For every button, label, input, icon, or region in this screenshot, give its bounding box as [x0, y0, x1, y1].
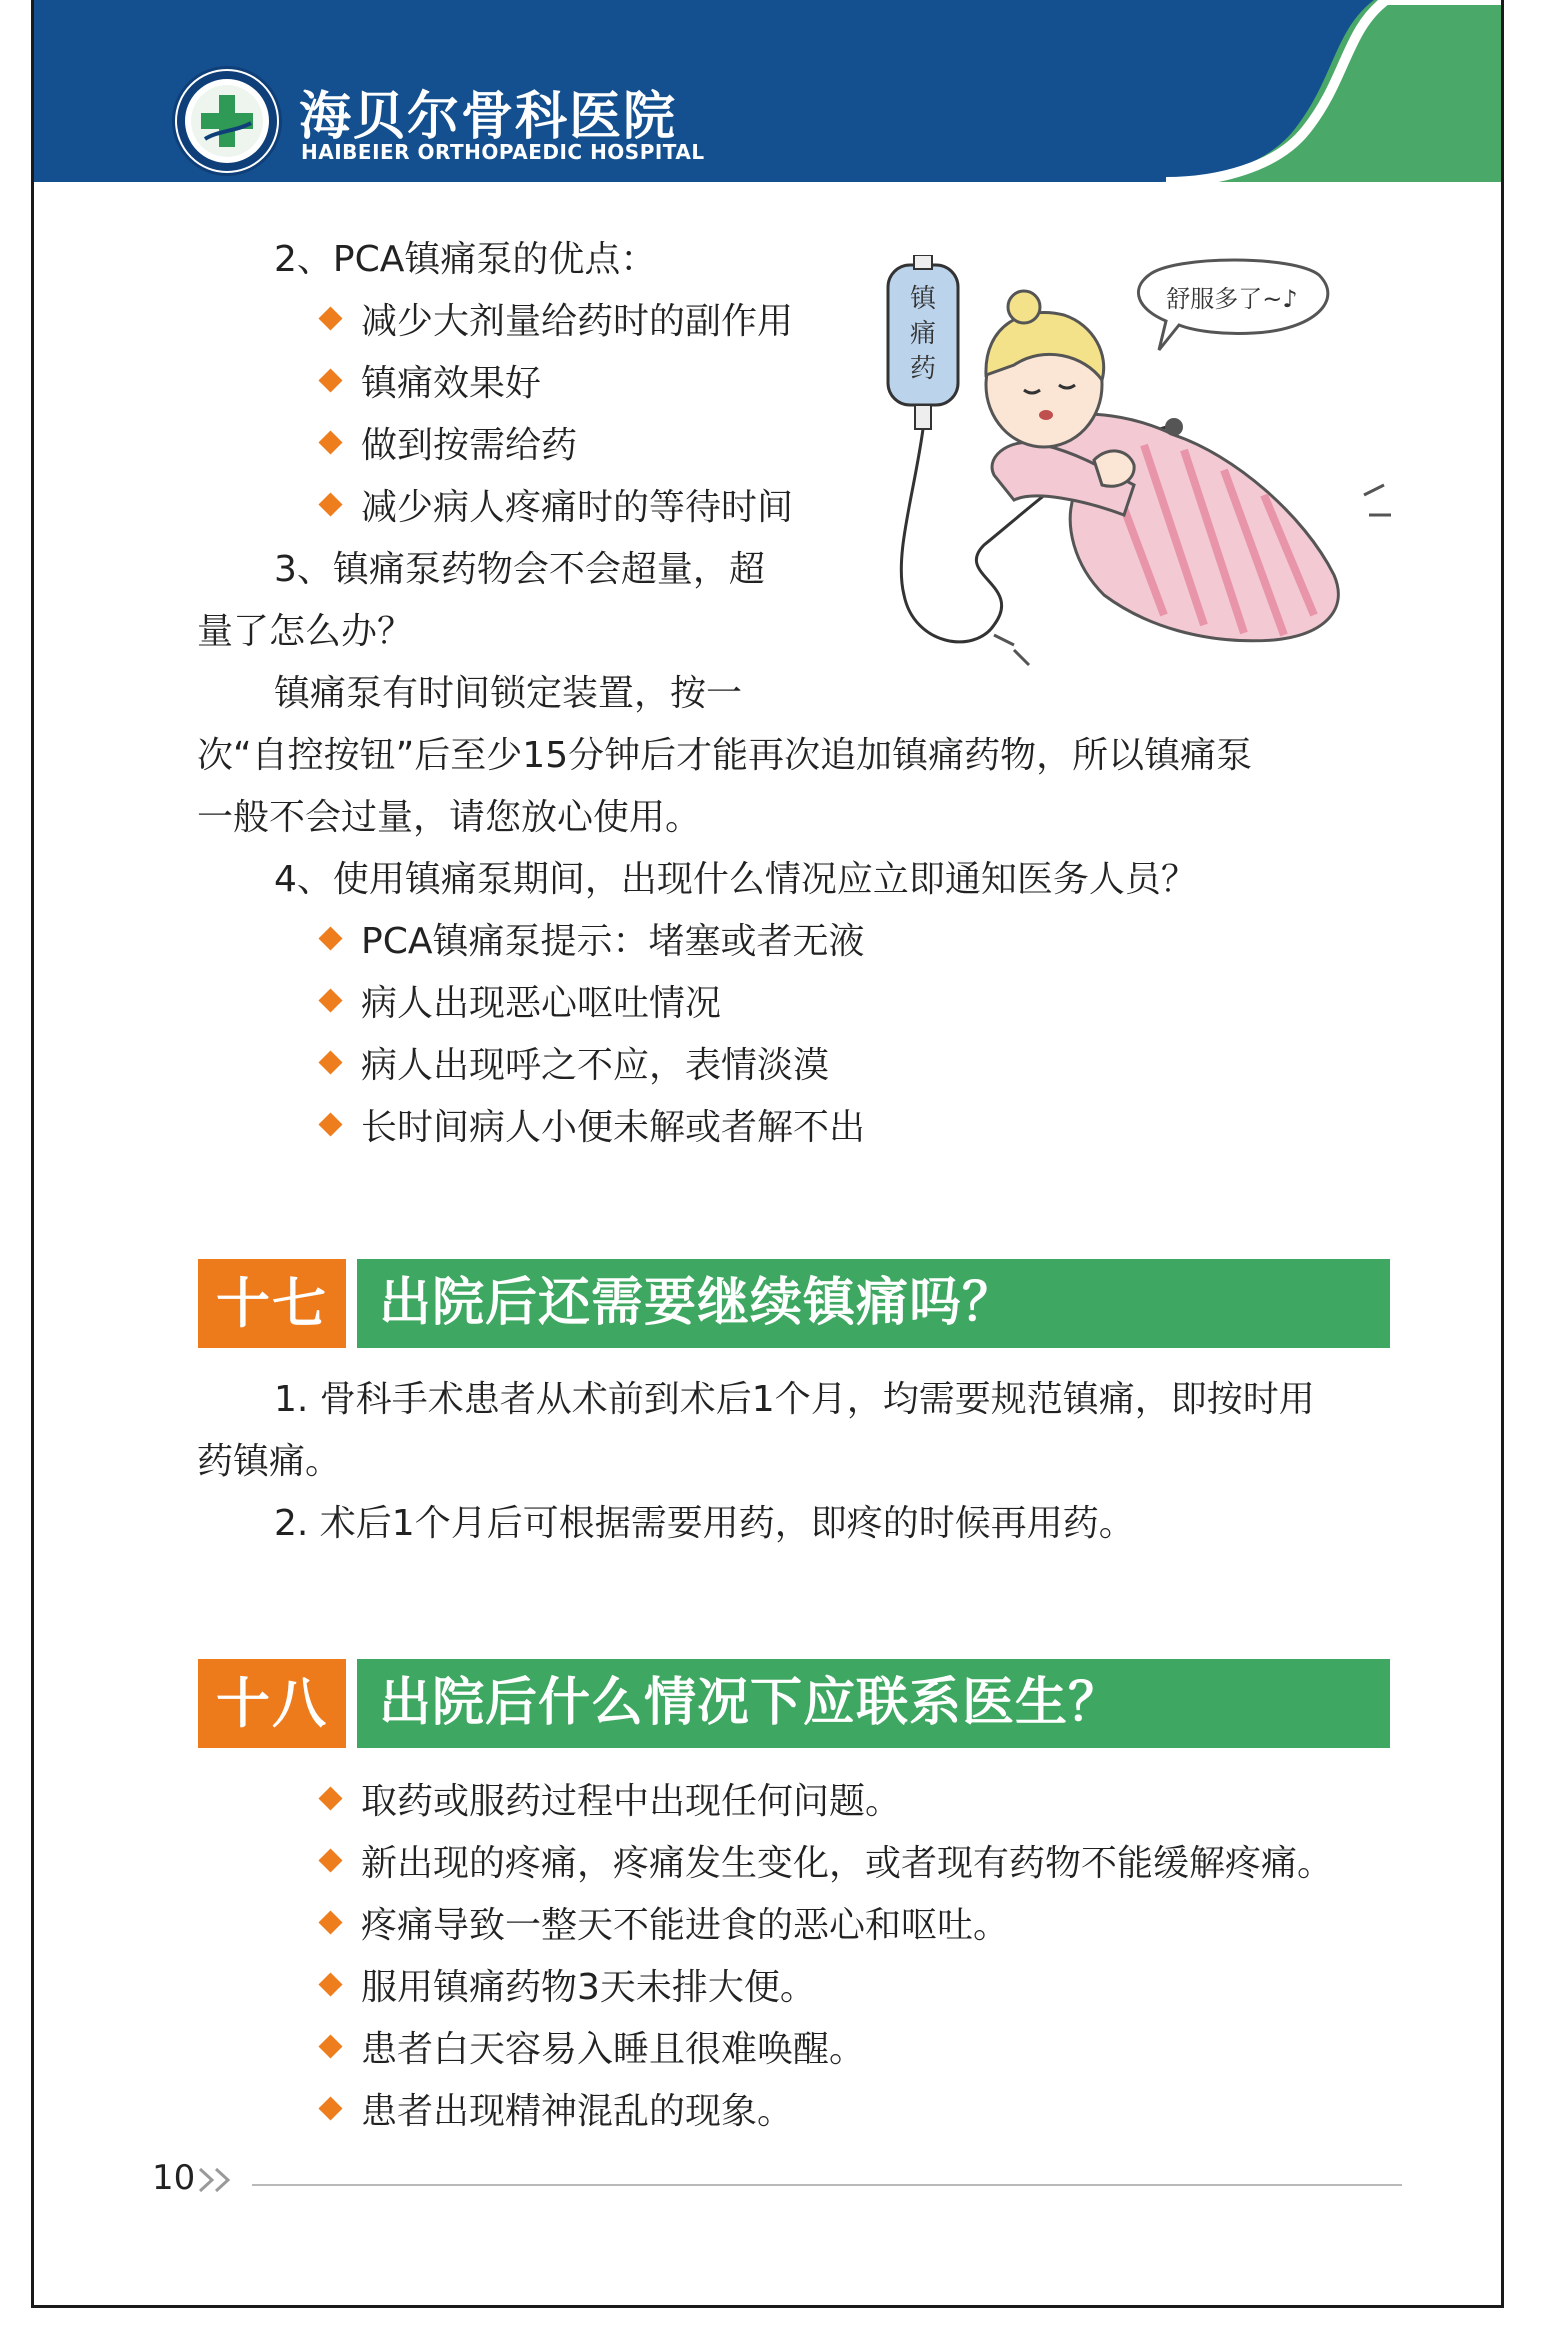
page [31, 0, 1504, 2308]
diamond-bullet-icon [318, 430, 342, 454]
bullet-text: PCA镇痛泵提示：堵塞或者无液 [361, 921, 865, 962]
s17-p2: 2. 术后1个月后可根据需要用药，即疼的时候再用药。 [274, 1503, 1135, 1544]
diamond-bullet-icon [318, 1972, 342, 1996]
diamond-bullet-icon [318, 1786, 342, 1810]
section-number: 十八 [198, 1659, 346, 1748]
diamond-bullet-icon [318, 1848, 342, 1872]
diamond-bullet-icon [318, 306, 342, 330]
q3-question-line2: 量了怎么办？ [197, 611, 414, 652]
q4-bullet [318, 1106, 865, 1150]
q2-bullet [318, 300, 793, 344]
bullet-text: 服用镇痛药物3天未排大便。 [361, 1967, 816, 2008]
footer-rule [252, 2184, 1402, 2186]
q4-bullet [318, 982, 721, 1026]
bullet-text: 疼痛导致一整天不能进食的恶心和呕吐。 [361, 1905, 1010, 1946]
s18-bullet [318, 2090, 793, 2134]
section-title: 出院后还需要继续镇痛吗？ [357, 1259, 1390, 1348]
diamond-bullet-icon [318, 1050, 342, 1074]
bullet-text: 做到按需给药 [361, 425, 578, 466]
q4-title: 4、使用镇痛泵期间，出现什么情况应立即通知医务人员？ [274, 859, 1197, 900]
section-title: 出院后什么情况下应联系医生？ [357, 1659, 1390, 1748]
hospital-name-en: HAIBEIER ORTHOPAEDIC HOSPITAL [301, 140, 705, 164]
diamond-bullet-icon [318, 368, 342, 392]
bullet-text: 病人出现恶心呕吐情况 [361, 983, 722, 1024]
diamond-bullet-icon [318, 1112, 342, 1136]
diamond-bullet-icon [318, 2034, 342, 2058]
bullet-text: 减少病人疼痛时的等待时间 [361, 487, 794, 528]
svg-text:药: 药 [909, 354, 937, 384]
speech-text: 舒服多了~♪ [1166, 285, 1298, 313]
q3-question-line1: 3、镇痛泵药物会不会超量，超 [274, 549, 765, 590]
s18-bullet [318, 1904, 1009, 1948]
bullet-text: 长时间病人小便未解或者解不出 [361, 1107, 866, 1148]
q2-title: 2、PCA镇痛泵的优点： [274, 239, 657, 280]
header-banner [34, 0, 1501, 182]
page-number: 10 [152, 2158, 196, 2198]
s18-bullet [318, 1780, 901, 1824]
hospital-name-cn: 海贝尔骨科医院 [299, 87, 678, 147]
svg-text:痛: 痛 [909, 319, 937, 349]
hospital-logo [172, 66, 282, 176]
s17-p1-line2: 药镇痛。 [197, 1441, 342, 1482]
q2-bullet [318, 486, 793, 530]
q3-answer-line3: 一般不会过量，请您放心使用。 [197, 797, 702, 838]
s17-p1-line1: 1. 骨科手术患者从术前到术后1个月，均需要规范镇痛，即按时用 [274, 1379, 1315, 1420]
section-number: 十七 [198, 1259, 346, 1348]
q3-answer-line1: 镇痛泵有时间锁定装置，按一 [274, 673, 743, 714]
q2-bullet [318, 424, 577, 468]
s18-bullet [318, 1966, 816, 2010]
q3-answer-line2: 次“自控按钮”后至少15分钟后才能再次追加镇痛药物，所以镇痛泵 [197, 735, 1253, 776]
s18-bullet [318, 2028, 865, 2072]
q4-bullet [318, 1044, 829, 1088]
bullet-text: 减少大剂量给药时的副作用 [361, 301, 794, 342]
bullet-text: 患者白天容易入睡且很难唤醒。 [361, 2029, 866, 2070]
bullet-text: 病人出现呼之不应，表情淡漠 [361, 1045, 830, 1086]
svg-text:镇: 镇 [909, 284, 937, 314]
patient-pump-illustration [874, 255, 1434, 689]
diamond-bullet-icon [318, 1910, 342, 1934]
q4-bullet [318, 920, 864, 964]
double-chevron-icon [196, 2166, 236, 2194]
diamond-bullet-icon [318, 926, 342, 950]
bullet-text: 患者出现精神混乱的现象。 [361, 2091, 794, 2132]
bullet-text: 新出现的疼痛，疼痛发生变化，或者现有药物不能缓解疼痛。 [361, 1843, 1334, 1884]
q2-bullet [318, 362, 541, 406]
bullet-text: 镇痛效果好 [361, 363, 542, 404]
diamond-bullet-icon [318, 988, 342, 1012]
bullet-text: 取药或服药过程中出现任何问题。 [361, 1781, 902, 1822]
diamond-bullet-icon [318, 492, 342, 516]
s18-bullet [318, 1842, 1333, 1886]
diamond-bullet-icon [318, 2096, 342, 2120]
